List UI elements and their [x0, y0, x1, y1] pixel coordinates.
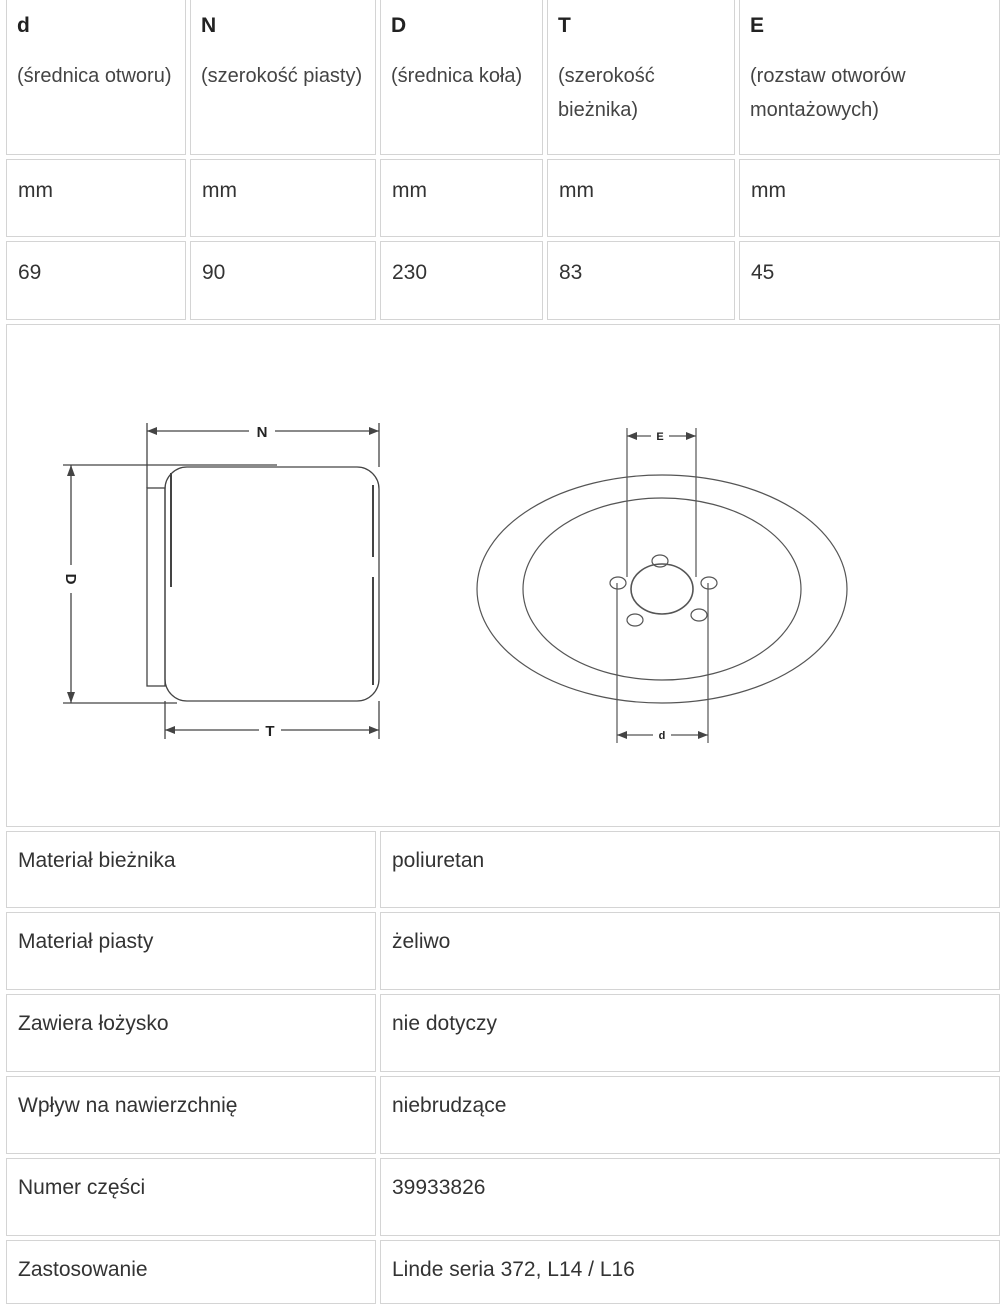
label-t: T — [265, 723, 275, 740]
spec-label-tread-material: Materiał bieżnika — [6, 831, 376, 908]
d-arrow-bottom — [67, 692, 75, 703]
value-cell-d: 69 — [6, 241, 186, 320]
value-cell-e: 45 — [739, 241, 1000, 320]
spec-value-application: Linde seria 372, L14 / L16 — [380, 1240, 1000, 1304]
symbol-e: E — [750, 14, 765, 37]
description-e: (rozstaw otworów montażowych) — [750, 65, 906, 121]
e-arrow-left — [627, 432, 637, 440]
bolt-hole-left — [610, 577, 626, 589]
bolt-hole-right — [701, 577, 717, 589]
n-arrow-left — [147, 427, 157, 435]
spec-label-hub-material: Materiał piasty — [6, 912, 376, 990]
spec-label-bearing: Zawiera łożysko — [6, 994, 376, 1072]
value-cell-t: 83 — [547, 241, 735, 320]
spec-value-surface-effect: niebrudzące — [380, 1076, 1000, 1154]
spec-label-application: Zastosowanie — [6, 1240, 376, 1304]
value-cell-n: 90 — [190, 241, 376, 320]
bore-arrow-left — [617, 731, 627, 739]
bolt-hole-bottom-left — [627, 614, 643, 626]
unit-cell-d: mm — [6, 159, 186, 237]
label-e: E — [656, 431, 664, 443]
hub-outline — [147, 488, 165, 686]
description-d-wheel: (średnica koła) — [391, 65, 523, 87]
symbol-t: T — [558, 14, 571, 37]
spec-label-part-number: Numer części — [6, 1158, 376, 1236]
symbol-d-wheel: D — [391, 14, 407, 37]
spec-label-surface-effect: Wpływ na nawierzchnię — [6, 1076, 376, 1154]
t-arrow-right — [369, 726, 379, 734]
spec-value-part-number: 39933826 — [380, 1158, 1000, 1236]
bolt-hole-bottom-right — [691, 609, 707, 621]
value-cell-d-wheel: 230 — [380, 241, 543, 320]
description-t: (szerokość bieżnika) — [558, 65, 655, 121]
tread-outline — [165, 467, 379, 701]
header-cell-d — [6, 0, 186, 155]
wheel-technical-drawing — [6, 324, 1000, 827]
header-cell-t — [547, 0, 735, 155]
symbol-n: N — [201, 14, 217, 37]
unit-cell-t: mm — [547, 159, 735, 237]
front-view — [477, 428, 847, 743]
side-view-arrows — [67, 427, 379, 734]
label-d-bore: d — [658, 730, 666, 742]
label-n: N — [256, 424, 268, 441]
n-arrow-right — [369, 427, 379, 435]
description-d: (średnica otworu) — [17, 65, 172, 87]
e-arrow-right — [686, 432, 696, 440]
center-bore — [631, 564, 693, 614]
unit-cell-d-wheel: mm — [380, 159, 543, 237]
side-view — [63, 423, 379, 739]
unit-cell-n: mm — [190, 159, 376, 237]
label-d-wheel: D — [62, 573, 79, 585]
spec-value-bearing: nie dotyczy — [380, 994, 1000, 1072]
drawing-svg — [7, 325, 1000, 828]
bore-arrow-right — [698, 731, 708, 739]
description-n: (szerokość piasty) — [201, 65, 363, 87]
t-arrow-left — [165, 726, 175, 734]
d-arrow-top — [67, 465, 75, 476]
header-cell-d-wheel — [380, 0, 543, 155]
symbol-d: d — [17, 14, 30, 37]
inner-circle — [523, 498, 801, 680]
unit-cell-e: mm — [739, 159, 1000, 237]
header-cell-n — [190, 0, 376, 155]
outer-circle — [477, 475, 847, 703]
bolt-hole-top — [652, 555, 668, 567]
header-cell-e — [739, 0, 1000, 155]
spec-value-hub-material: żeliwo — [380, 912, 1000, 990]
spec-value-tread-material: poliuretan — [380, 831, 1000, 908]
